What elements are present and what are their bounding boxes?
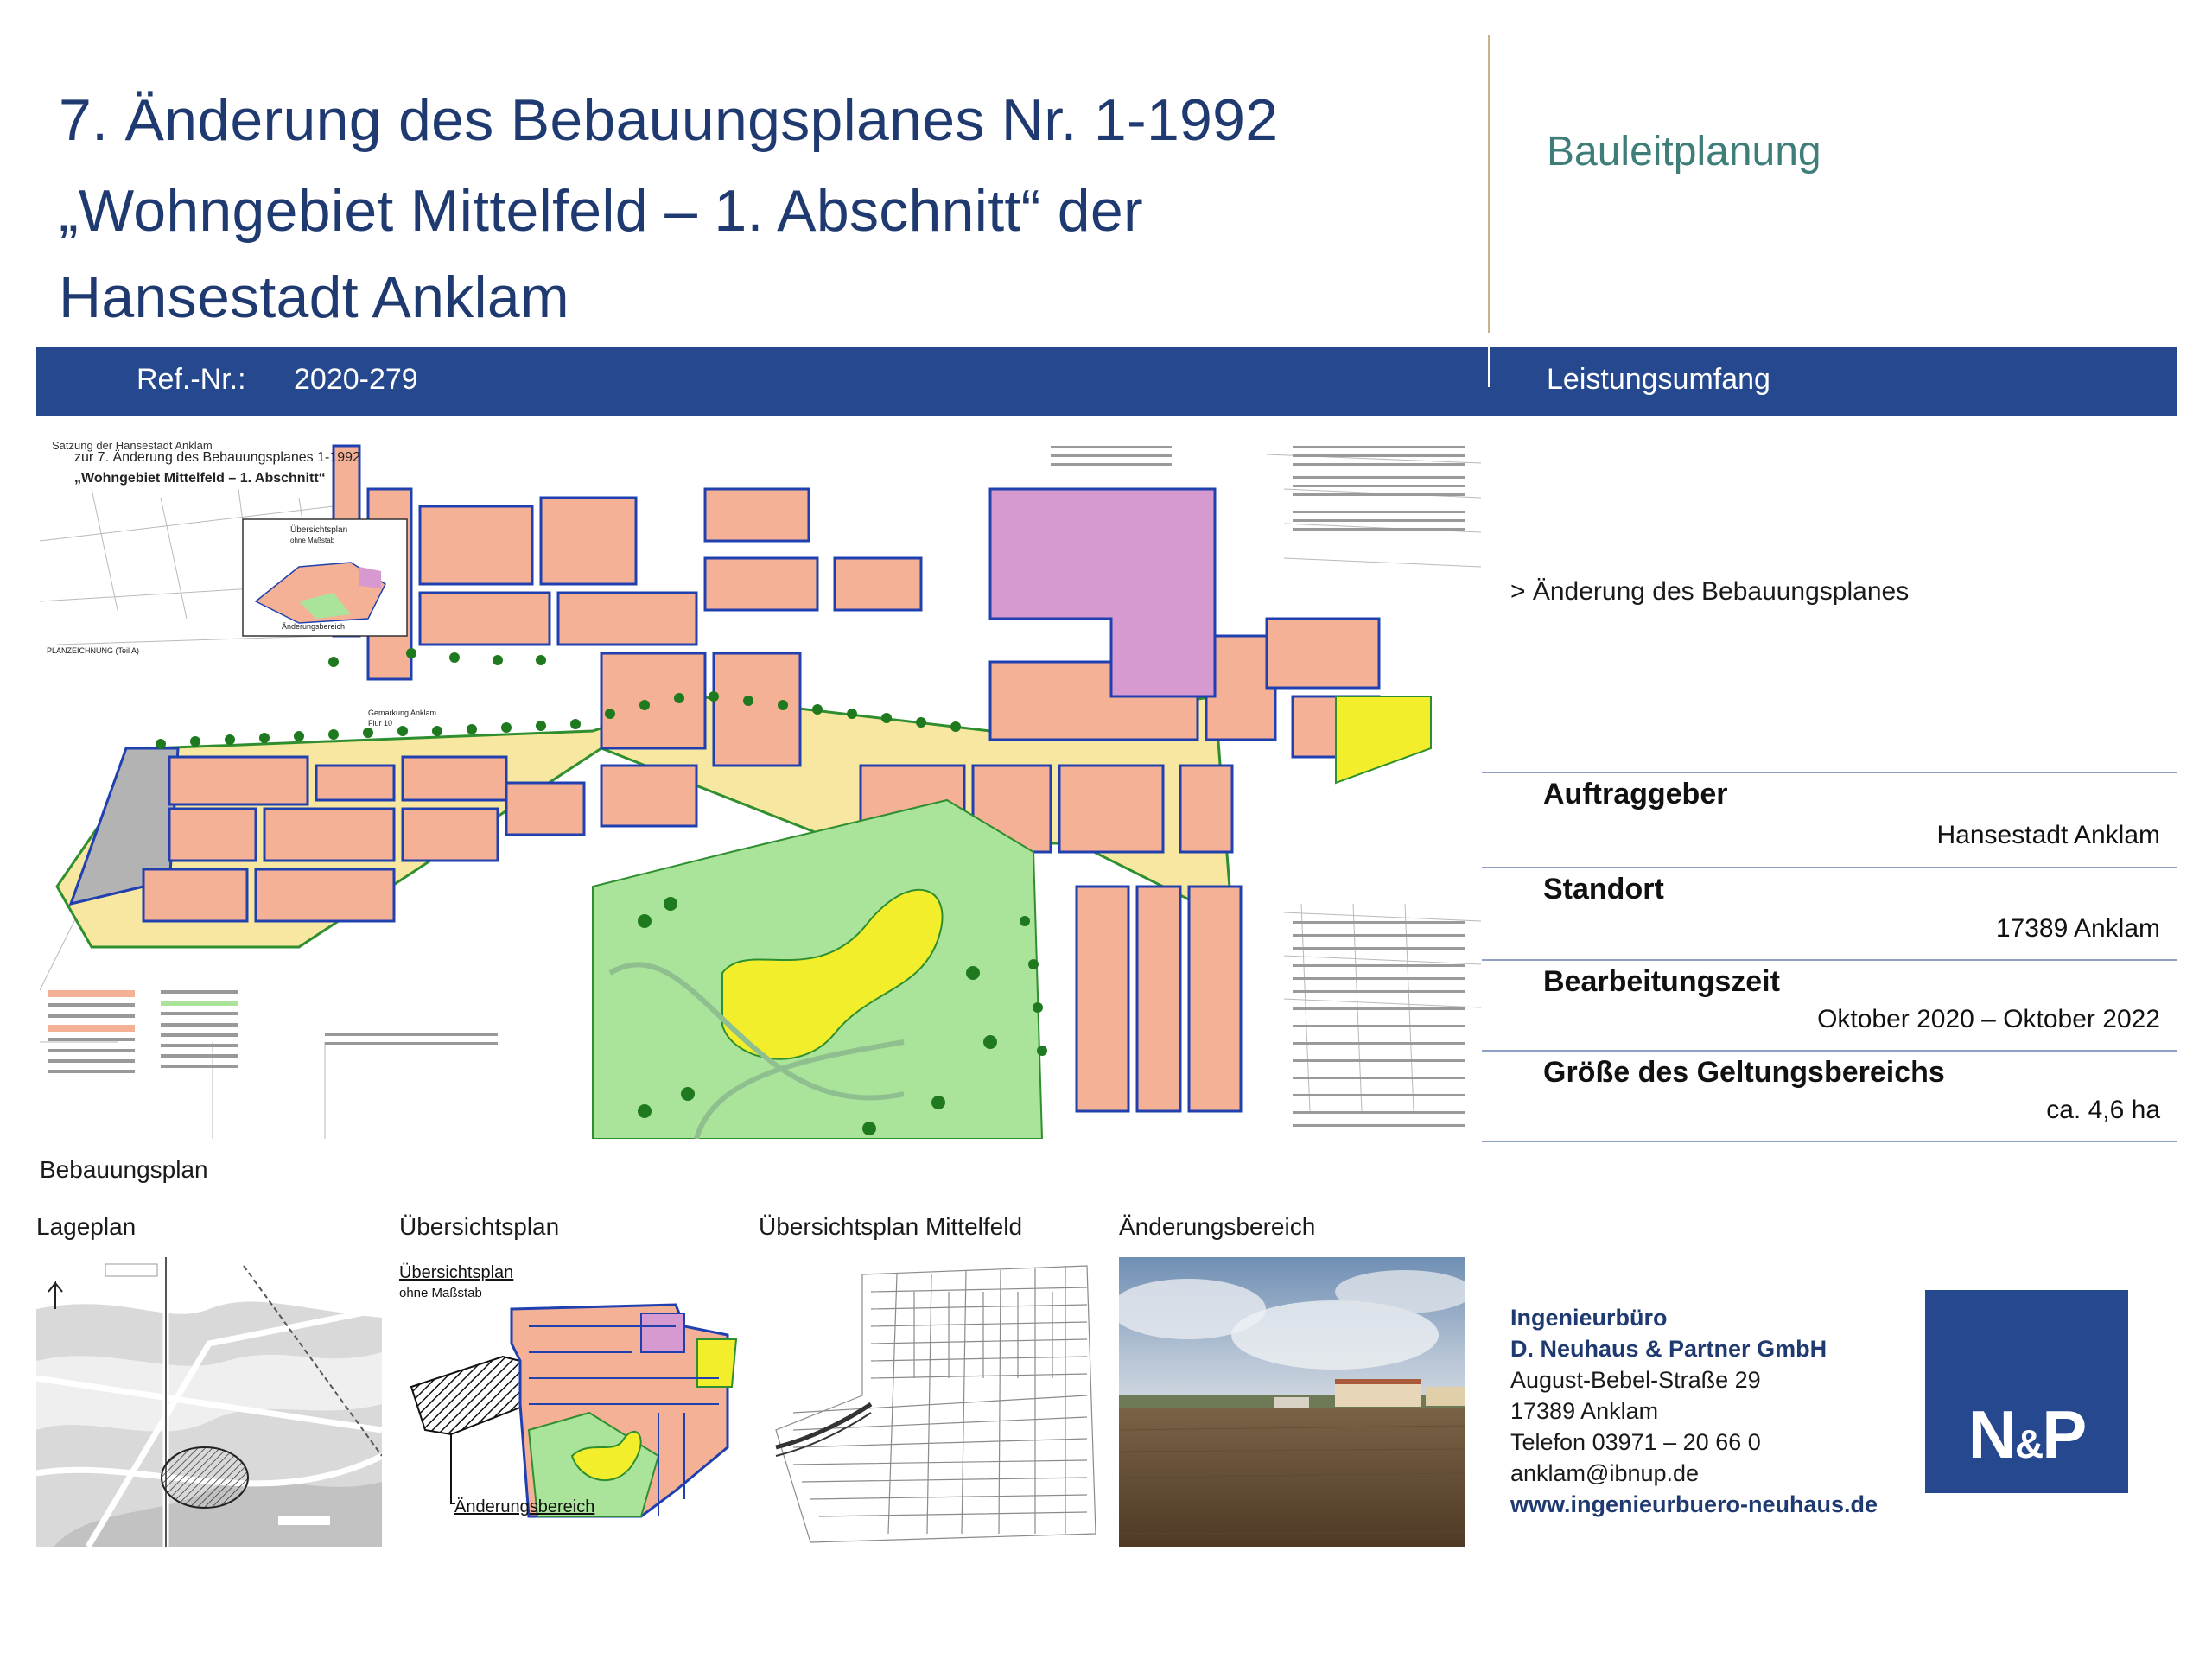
ref-number: 2020-279 — [294, 363, 418, 396]
plan-doc-top-title: Satzung der Hansestadt Anklam — [52, 439, 213, 452]
info-separator — [1482, 1141, 2177, 1142]
info-separator — [1482, 1050, 2177, 1052]
np-logo-text: N&P — [1967, 1396, 2086, 1472]
company-phone: Telefon 03971 – 20 66 0 — [1510, 1429, 1761, 1455]
info-size-label: Größe des Geltungsbereichs — [1543, 1056, 1945, 1089]
uebersichtsplan-inset-title: Übersichtsplan — [399, 1263, 514, 1282]
info-period-value: Oktober 2020 – Oktober 2022 — [1817, 1005, 2160, 1033]
thumb-label-uebersichtsplan: Übersichtsplan — [399, 1213, 560, 1240]
info-client-value: Hansestadt Anklam — [1936, 821, 2160, 849]
thumb-label-aenderungsbereich: Änderungsbereich — [1119, 1213, 1316, 1240]
info-separator — [1482, 772, 2177, 773]
page-title-line-1: 7. Änderung des Bebauungsplanes Nr. 1-1992 — [59, 87, 1279, 153]
plan-inset-title: Übersichtsplan — [290, 525, 348, 535]
company-street: August-Bebel-Straße 29 — [1510, 1367, 1761, 1393]
plan-doc-title-2: „Wohngebiet Mittelfeld – 1. Abschnitt“ — [74, 471, 326, 486]
mittelfeld-thumbnail — [759, 1257, 1104, 1547]
category-label: Bauleitplanung — [1547, 129, 1821, 175]
plan-flur: Flur 10 — [368, 719, 393, 728]
plan-inset-sub: ohne Maßstab — [290, 537, 335, 544]
thumb-label-mittelfeld: Übersichtsplan Mittelfeld — [759, 1213, 1023, 1240]
scope-item: > Änderung des Bebauungsplanes — [1510, 577, 1910, 606]
ref-label: Ref.-Nr.: — [137, 363, 246, 396]
development-plan-image — [40, 437, 1481, 1139]
page-title-line-3: Hansestadt Anklam — [59, 264, 569, 330]
info-location-label: Standort — [1543, 873, 1664, 906]
plan-doc-title-1: zur 7. Änderung des Bebauungsplanes 1-1992 — [74, 450, 360, 465]
uebersichtsplan-inset-sub: ohne Maßstab — [399, 1286, 482, 1300]
info-client-label: Auftraggeber — [1543, 778, 1728, 810]
np-logo — [1925, 1290, 2128, 1493]
plan-zeichnung-label: PLANZEICHNUNG (Teil A) — [47, 646, 140, 655]
uebersichtsplan-thumbnail — [399, 1257, 745, 1547]
info-period-label: Bearbeitungszeit — [1543, 965, 1780, 998]
info-separator — [1482, 867, 2177, 868]
page-title-line-2: „Wohngebiet Mittelfeld – 1. Abschnitt“ der — [59, 178, 1143, 244]
plan-inset-area: Änderungsbereich — [282, 622, 346, 631]
company-city: 17389 Anklam — [1510, 1398, 1659, 1424]
uebersichtsplan-area-label: Änderungsbereich — [454, 1497, 595, 1516]
plan-caption: Bebauungsplan — [40, 1156, 208, 1183]
company-email[interactable]: anklam@ibnup.de — [1510, 1460, 1700, 1486]
aenderungsbereich-photo — [1119, 1257, 1465, 1547]
plan-gemarkung: Gemarkung Anklam — [368, 709, 437, 717]
company-name-2: D. Neuhaus & Partner GmbH — [1510, 1336, 1827, 1362]
info-size-value: ca. 4,6 ha — [2046, 1096, 2160, 1124]
company-name-1: Ingenieurbüro — [1510, 1305, 1668, 1331]
lageplan-thumbnail — [36, 1257, 382, 1547]
scope-heading: Leistungsumfang — [1547, 363, 1770, 396]
header-divider — [1488, 35, 1490, 333]
band-divider — [1488, 347, 1490, 387]
info-location-value: 17389 Anklam — [1995, 914, 2160, 943]
thumb-label-lageplan: Lageplan — [36, 1213, 137, 1240]
info-separator — [1482, 959, 2177, 961]
company-website[interactable]: www.ingenieurbuero-neuhaus.de — [1510, 1491, 1878, 1517]
